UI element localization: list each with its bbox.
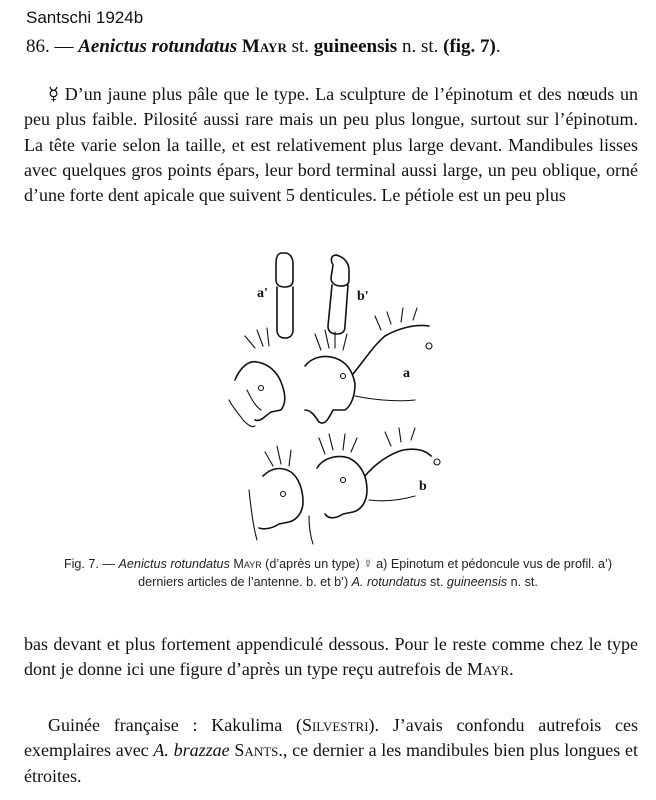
caption-species: Aenictus rotundatus — [118, 557, 230, 571]
comparison-paragraph — [24, 632, 638, 683]
label-b: b — [419, 479, 427, 494]
caption-text-3: n. st. — [507, 575, 538, 589]
petiole-profile-b — [249, 428, 440, 544]
related-author: Sants. — [234, 740, 283, 761]
comparison-end: . — [509, 659, 514, 680]
status: n. st. — [397, 36, 444, 57]
label-a: a — [403, 366, 410, 381]
caption-author: Mayr — [233, 557, 262, 571]
caption-prefix: Fig. 7. — — [63, 557, 119, 571]
figure-reference: (fig. 7) — [443, 36, 496, 57]
figure-7-drawing — [225, 250, 455, 545]
description-text: D’un jaune plus pâle que le type. La sculpture de l’épinotum et des nœuds un peu plus faible. Pilosité aussi rare mais un peu plus longue, surtout sur l’épinotum. La tête varie selon la taille, et est relativement plus large devant. Mandibules lisses avec quelques gros points épars, leur bord terminal aussi large, un peu oblique, orné d’une forte dent apicale que suivent 5 denticules. Le pétiole est un peu plus — [24, 84, 638, 206]
related-species: A. brazzae — [153, 740, 230, 761]
title-end: . — [495, 36, 501, 57]
figure-caption — [40, 555, 636, 591]
source-label: Santschi 1924b — [26, 8, 144, 27]
locality-text-3: , ce dernier a les mandibules bien plus longues et étroites. — [24, 740, 638, 786]
entry-number: 86. — — [26, 36, 79, 57]
description-paragraph — [24, 82, 638, 208]
species-name: Aenictus rotundatus — [78, 36, 238, 57]
species-heading — [26, 36, 636, 58]
comparison-author: Mayr — [466, 659, 510, 680]
locality-text: Guinée française : Kakulima ( — [48, 715, 302, 735]
comparison-text: bas devant et plus fortement appendiculé dessous. Pour le reste comme chez le type dont je donne ici une figure d’après un type reçu autrefois de — [24, 634, 638, 680]
subspecies-name: guineensis — [313, 36, 398, 57]
caption-text-2: st. — [426, 575, 447, 589]
label-a-prime: a' — [257, 286, 268, 301]
rank: st. — [286, 36, 314, 57]
antenna-segments-a-prime — [276, 253, 293, 338]
locality-text-2: ). J’avais confondu autrefois ces exemplaires avec — [24, 715, 639, 761]
collector-name: Silvestri — [301, 715, 369, 735]
petiole-profile-a — [229, 308, 432, 427]
antenna-segments-b-prime — [328, 255, 349, 334]
species-author: Mayr — [241, 36, 287, 57]
label-b-prime: b' — [357, 289, 369, 304]
caption-subspecies: guineensis — [446, 575, 508, 589]
worker-symbol: ☿ — [48, 84, 60, 104]
caption-species-2: A. rotundatus — [351, 575, 427, 589]
locality-paragraph — [24, 713, 638, 789]
caption-text: (d’après un type) ☿ a) Epinotum et pédoncule vus de profil. a’) derniers articles de l’antenne. b. et b’) — [138, 557, 613, 589]
